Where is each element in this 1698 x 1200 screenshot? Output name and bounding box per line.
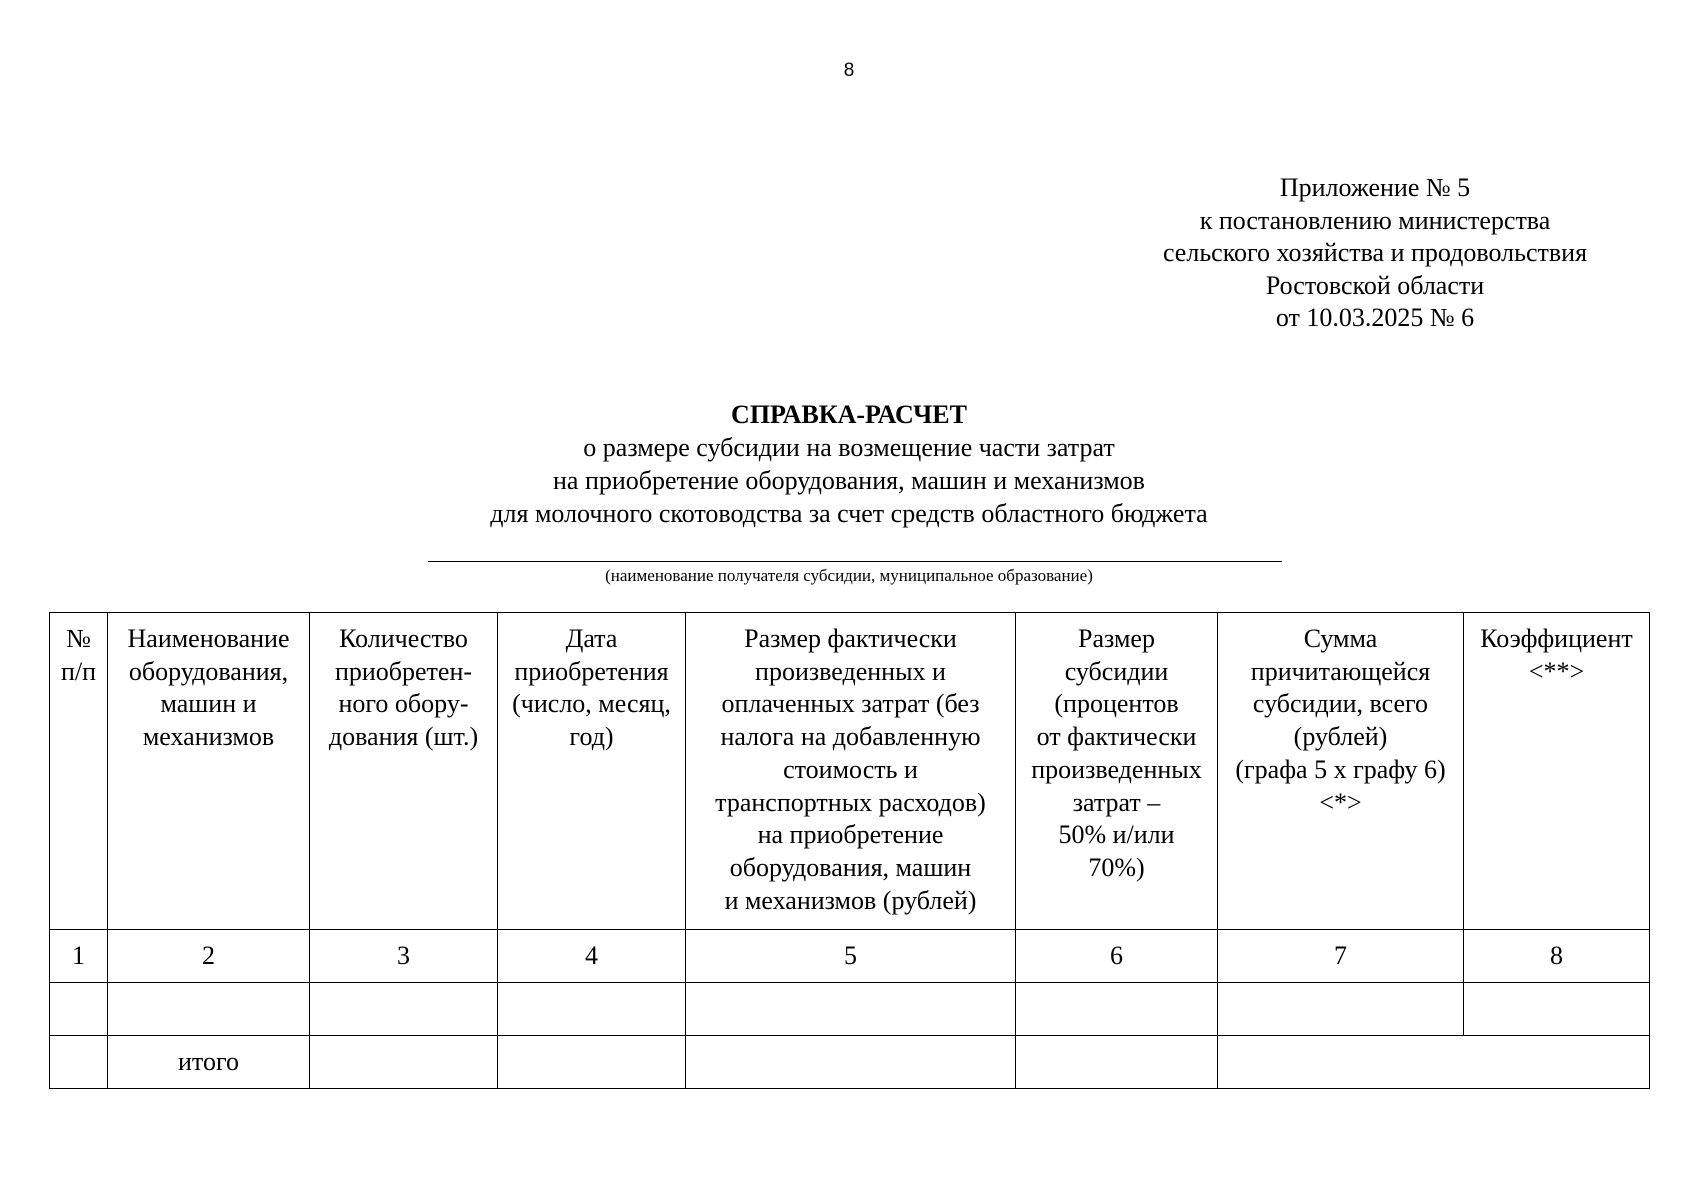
table-cell[interactable] [1016,1036,1218,1089]
header-cell-coefficient: Коэффициент <**> [1464,613,1650,930]
table-cell [1464,1036,1650,1089]
table-cell[interactable] [1464,983,1650,1036]
appendix-line: Ростовской области [1265,270,1485,300]
column-number-row [50,930,1650,983]
header-cell-quantity: Количество приобретен- ного обору- дования (шт.) [310,613,498,930]
document-subtitle-line: на приобретение оборудования, машин и механизмов [553,466,1145,495]
recipient-caption: (наименование получателя субсидии, муниципальное образование) [605,566,1093,585]
document-subtitle-line: для молочного скотоводства за счет средств областного бюджета [490,499,1208,528]
page-number: 8 [843,60,855,81]
recipient-fill-line [428,561,1282,562]
document-title: СПРАВКА-РАСЧЕТ [731,400,967,429]
table-cell[interactable] [1218,983,1464,1036]
document-heading [0,398,1698,530]
table-row-empty [50,983,1650,1036]
table-cell[interactable] [310,983,498,1036]
calculation-table [49,612,1650,1089]
table-cell[interactable] [686,983,1016,1036]
appendix-line: от 10.03.2025 № 6 [1275,303,1475,332]
column-number-cell: 5 [686,930,1016,983]
table-row-total [50,1036,1650,1089]
table-cell[interactable] [498,983,686,1036]
table-cell[interactable] [686,1036,1016,1089]
table-header-row [50,613,1650,930]
table-cell[interactable] [108,983,310,1036]
header-cell-number: № п/п [50,613,108,930]
table-cell[interactable] [498,1036,686,1089]
total-label: итого [108,1036,310,1089]
table-cell[interactable] [1016,983,1218,1036]
column-number-cell: 8 [1464,930,1650,983]
column-number-cell: 7 [1218,930,1464,983]
header-cell-subsidy-percent: Размер субсидии (процентов от фактически произведенных затрат – 50% и/или 70%) [1016,613,1218,930]
column-number-cell: 3 [310,930,498,983]
header-cell-purchase-date: Дата приобретения (число, месяц, год) [498,613,686,930]
table-cell[interactable] [310,1036,498,1089]
appendix-header [1120,172,1630,335]
table-cell [50,1036,108,1089]
column-number-cell: 2 [108,930,310,983]
appendix-line: сельского хозяйства и продовольствия [1162,238,1588,267]
table-cell-total-sum[interactable] [1218,1036,1464,1089]
header-cell-equipment-name: Наименование оборудования, машин и механизмов [108,613,310,930]
header-cell-subsidy-sum: Сумма причитающейся субсидии, всего (рублей) (графа 5 х графу 6) <*> [1218,613,1464,930]
appendix-line: Приложение № 5 [1279,173,1471,202]
appendix-line: к постановлению министерства [1199,205,1551,235]
table-cell[interactable] [50,983,108,1036]
column-number-cell: 4 [498,930,686,983]
header-cell-actual-costs: Размер фактически произведенных и оплаченных затрат (без налога на добавленную стоимость и транспортных расходов) на приобретение оборудования, машин и механизмов (рублей) [686,613,1016,930]
column-number-cell: 6 [1016,930,1218,983]
document-subtitle-line: о размере субсидии на возмещение части затрат [583,433,1115,462]
column-number-cell: 1 [50,930,108,983]
